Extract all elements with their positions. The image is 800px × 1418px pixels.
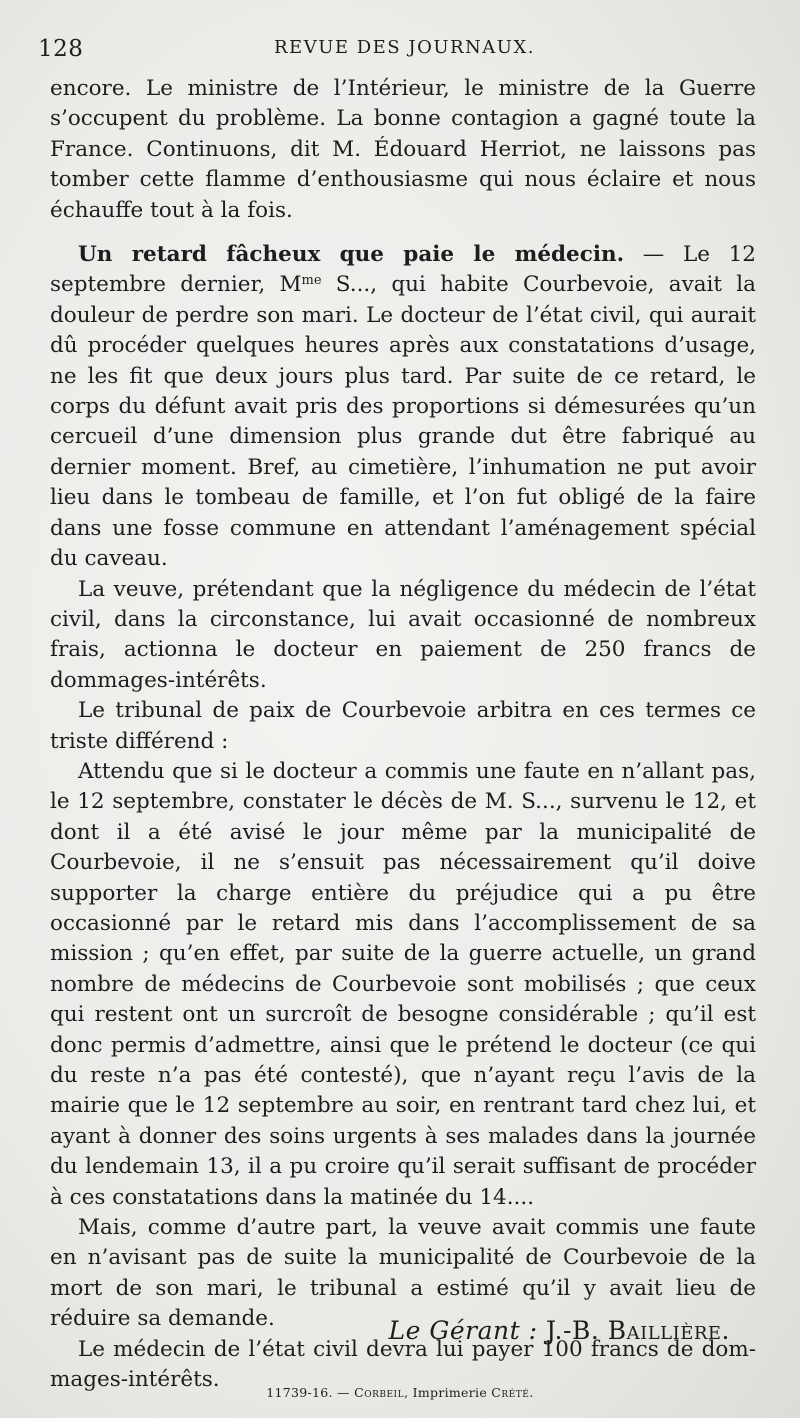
printer-footer xyxy=(0,1385,800,1400)
paragraph-6: Mais, comme d’autre part, la veuve avait commis une faute en n’avisant pas de suite la municipalité de Courbevoie de la mort de son mari, le tribunal a estimé qu’il y avait lieu de réduire sa demande. xyxy=(50,1215,756,1332)
running-title: REVUE DES JOURNAUX. xyxy=(274,37,535,58)
paragraph-3: La veuve, prétendant que la négligence du médecin de l’état civil, dans la circonstance, lui avait occasionné de nombreux frais, actionna le docteur en paiement de 250 francs de dommages-intérêts. xyxy=(50,576,756,693)
page-number: 128 xyxy=(38,36,84,62)
signature-label: Le Gérant : xyxy=(388,1316,538,1345)
article-body xyxy=(50,74,756,1395)
footer-rest: , Imprimerie xyxy=(404,1385,492,1400)
paragraph-2-text-b: S..., qui habite Courbevoie, avait la douleur de perdre son mari. Le docteur de l’état civil, qui aurait dû procéder quelques heures après aux constatations d’usage, ne les fit que deux jours plus tard. Par suite de ce retard, le corps du défunt avait pris des proportions si démesurées qu’un cercueil d’une dimension plus grande dut être fabriqué au dernier moment. Bref, au cimetière, l’inhumation ne put avoir lieu dans le tombeau de famille, et l’on fut obligé de la faire dans une fosse commune en attendant l’aménagement spécial du caveau. xyxy=(50,272,757,572)
signature xyxy=(389,1316,730,1345)
signature-initials: J.-B. xyxy=(545,1316,600,1345)
footer-code: 11739-16. — xyxy=(266,1385,355,1400)
footer-place: Corbeil xyxy=(354,1385,405,1400)
paragraph-2 xyxy=(50,240,756,574)
paragraph-2-text-a: — Le 12 septembre dernier, M xyxy=(50,242,756,298)
paragraph-7: Le médecin de l’état civil devra lui payer 100 francs de dommages-intérêts. xyxy=(50,1336,756,1393)
paragraph-1: encore. Le ministre de l’Intérieur, le ministre de la Guerre s’occupent du problème. La bonne contagion a gagné toute la France. Continuons, dit M. Édouard Herriot, ne laissons pas tomber cette flamme d’enthousiasme qui nous éclaire et nous échauffe tout à la fois. xyxy=(50,76,756,223)
signature-surname: Baillière. xyxy=(607,1316,730,1345)
paragraph-5: Attendu que si le docteur a commis une faute en n’allant pas, le 12 septembre, constater le décès de M. S..., survenu le 12, et dont il a été avisé le jour même par la municipalité de Courbevoie, il ne s’ensuit pas nécessairement qu’il doive supporter la charge entière du préjudice qui a pu être occasionné par le retard mis dans l’accomplissement de sa mission ; qu’en effet, par suite de la guerre actuelle, un grand nombre de médecins de Courbevoie sont mobilisés ; que ceux qui restent ont un surcroît de besogne considérable ; qu’il est donc permis d’admettre, ainsi que le prétend le docteur (ce qui du reste n’a pas été contesté), que n’ayant reçu l’avis de la mairie que le 12 septembre au soir, en rentrant tard chez lui, et ayant à donner des soins urgents à ses malades dans la journée du lendemain 13, il a pu croire qu’il serait suffisant de procéder à ces constatations dans la matinée du 14.... xyxy=(50,758,756,1210)
article-heading: Un retard fâcheux que paie le médecin. xyxy=(78,242,625,268)
superscript-me: me xyxy=(301,273,322,289)
paragraph-4: Le tribunal de paix de Courbevoie arbitra en ces termes ce triste différend : xyxy=(50,698,756,754)
page-header xyxy=(38,32,760,68)
footer-printer: Crété. xyxy=(491,1385,534,1400)
